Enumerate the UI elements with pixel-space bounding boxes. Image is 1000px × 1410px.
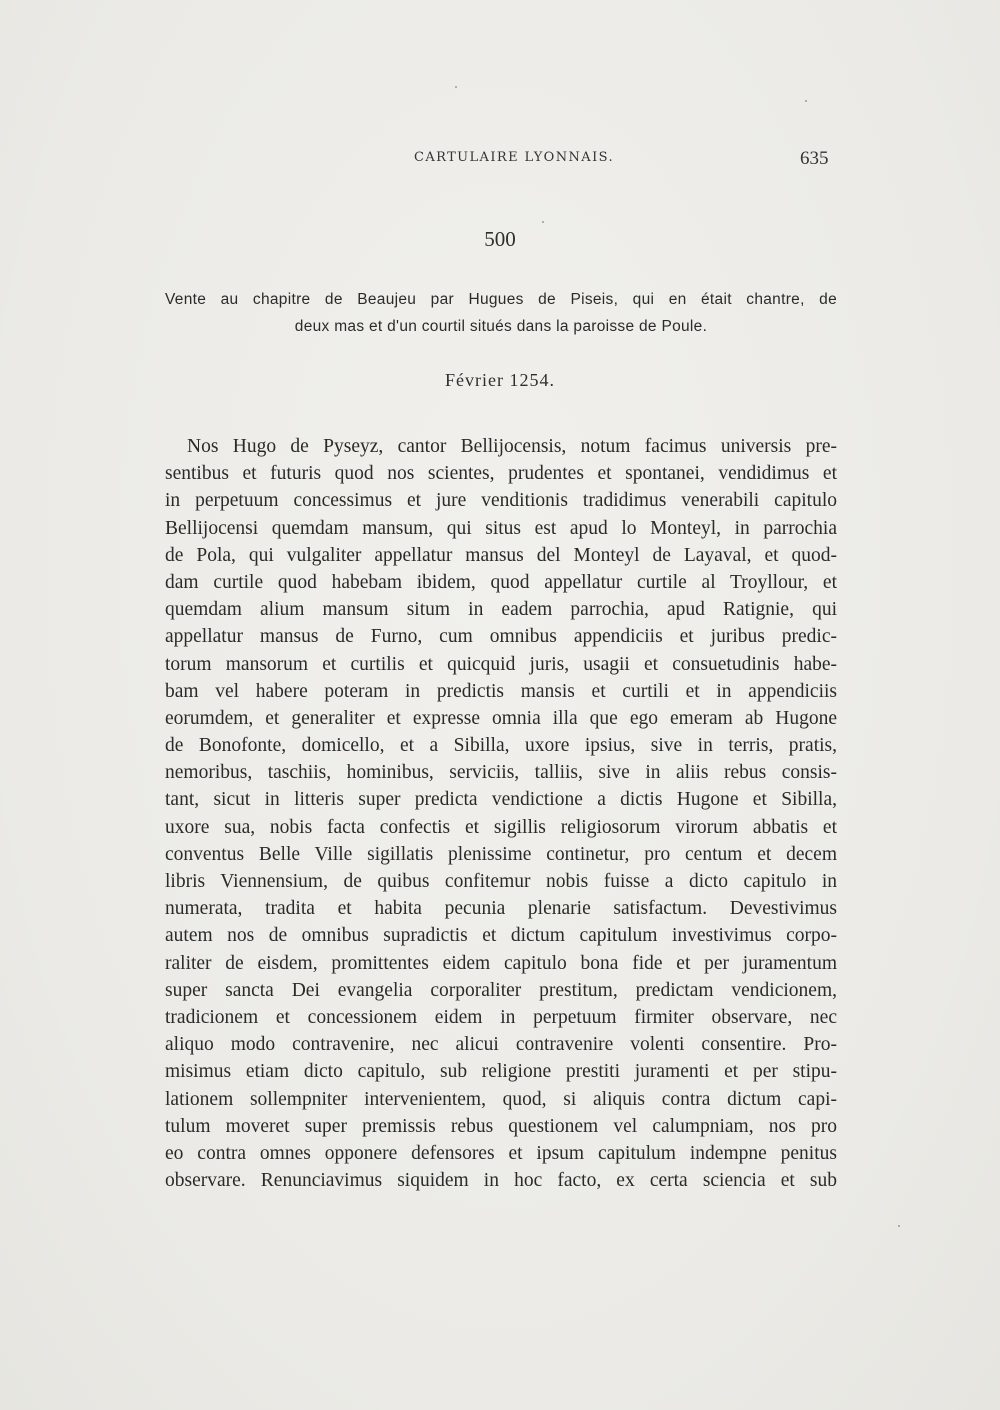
charter-number: 500 [484,227,516,251]
body-line: de Bonofonte, domicello, et a Sibilla, uxore ipsius, sive in terris, pratis, [165,735,837,757]
body-line: uxore sua, nobis facta confectis et sigillis religiosorum virorum abbatis et [165,816,837,838]
body-line: libris Viennensium, de quibus confitemur nobis fuisse a dicto capitulo in [165,871,837,892]
running-title: CARTULAIRE LYONNAIS. [414,150,614,165]
body-line: autem nos de omnibus supradictis et dictum capitulum investivimus corpo- [165,925,837,947]
body-line: sentibus et futuris quod nos scientes, prudentes et spontanei, vendidimus et [165,463,837,485]
page-number: 635 [800,148,829,169]
body-line: de Pola, qui vulgaliter appellatur mansus del Monteyl de Layaval, et quod- [165,544,837,566]
body-line: tant, sicut in litteris super predicta vendictione a dictis Hugone et Sibilla, [165,789,837,811]
body-line: observare. Renunciavimus siquidem in hoc facto, ex certa sciencia et sub [165,1170,837,1192]
body-line: lationem sollempniter intervenientem, quod, si aliquis contra dictum capi- [165,1088,837,1110]
body-line: aliquo modo contravenire, nec alicui contravenire volenti consentire. Pro- [165,1034,837,1056]
paper-speck [898,1225,900,1227]
body-line: raliter de eisdem, promittentes eidem capitulo bona fide et per juramentum [165,952,837,974]
body-line: torum mansorum et curtilis et quicquid juris, usagii et consuetudinis habe- [165,653,837,675]
body-line: Bellijocensi quemdam mansum, qui situs est apud lo Monteyl, in parrochia [165,517,837,539]
body-line: dam curtile quod habebam ibidem, quod appellatur curtile al Troyllour, et [165,571,837,593]
body-line: nemoribus, taschiis, hominibus, serviciis, talliis, sive in aliis rebus consis- [165,762,837,784]
body-line: Nos Hugo de Pyseyz, cantor Bellijocensis, notum facimus universis pre- [187,436,837,457]
body-line: tradicionem et concessionem eidem in perpetuum firmiter observare, nec [165,1006,837,1028]
body-line: bam vel habere poteram in predictis mansis et curtili et in appendiciis [165,680,837,702]
body-line: appellatur mansus de Furno, cum omnibus appendiciis et juribus predic- [165,626,837,648]
charter-date: Février 1254. [445,370,555,390]
body-line: eorumdem, et generaliter et expresse omnia illa que ego emeram ab Hugone [165,707,837,729]
body-line: numerata, tradita et habita pecunia plenarie satisfactum. Devestivimus [165,898,837,920]
body-line: conventus Belle Ville sigillatis plenissime continetur, pro centum et decem [165,843,837,865]
paper-speck [805,100,807,102]
body-line: super sancta Dei evangelia corporaliter prestitum, predictam vendicionem, [165,979,837,1001]
body-line: misimus etiam dicto capitulo, sub religione prestiti juramenti et per stipu- [165,1061,837,1083]
body-line: eo contra omnes opponere defensores et ipsum capitulum indempne penitus [165,1142,837,1164]
body-line: in perpetuum concessimus et jure venditionis tradidimus venerabili capitulo [165,490,837,512]
body-line: quemdam alium mansum situm in eadem parrochia, apud Ratignie, qui [165,599,837,621]
running-head [0,148,1000,172]
summary-line: Vente au chapitre de Beaujeu par Hugues de Piseis, qui en était chantre, de [165,291,837,308]
summary-line: deux mas et d'un courtil situés dans la paroisse de Poule. [294,318,708,335]
paper-speck [542,221,544,223]
paper-speck [455,86,457,88]
charter-summary [165,286,837,340]
charter-body [165,433,837,1194]
body-line: tulum moveret super premissis rebus questionem vel calumpniam, nos pro [165,1115,837,1137]
